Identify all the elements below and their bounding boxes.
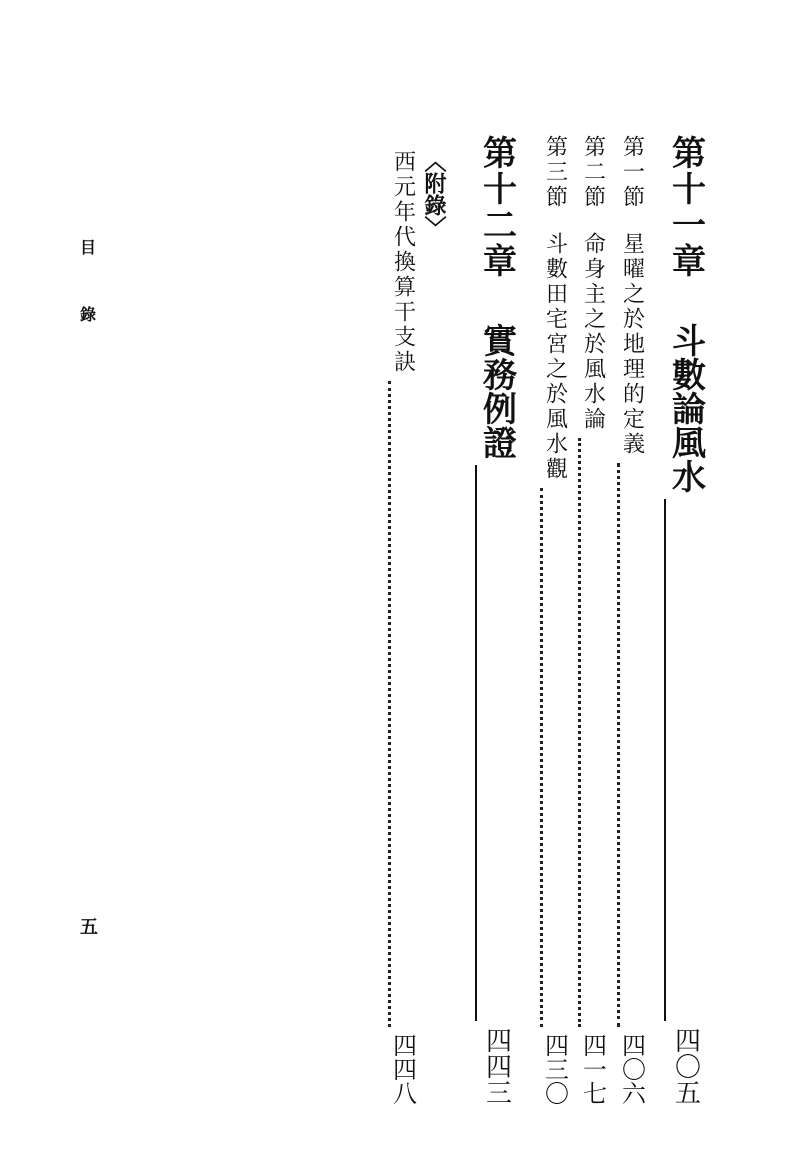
chapter-number: 第十一章: [665, 135, 706, 279]
toc-chapter-11[interactable]: [664, 135, 708, 1105]
page-number: 四一七: [578, 1033, 607, 1105]
page-number: 四〇五: [670, 1027, 701, 1105]
toc-section-2[interactable]: [578, 135, 608, 1105]
section-number: 第一節: [619, 135, 645, 210]
leader-line: [664, 499, 708, 1021]
page-folio: 五: [80, 917, 98, 938]
section-number: 第三節: [542, 135, 568, 210]
leader-dots: [388, 381, 418, 1027]
leader-dots: [578, 438, 608, 1027]
appendix-heading: 〈附錄〉: [421, 150, 446, 238]
page-number: 四三〇: [540, 1033, 569, 1105]
chapter-title: 斗數論風水: [665, 323, 706, 493]
running-title-char-2: 錄: [79, 305, 96, 324]
toc-appendix-item[interactable]: [388, 150, 418, 1105]
toc-section-3[interactable]: [540, 135, 570, 1105]
toc-section-1[interactable]: [617, 135, 647, 1105]
page-number: 四四八: [388, 1033, 417, 1105]
page-number: 四〇六: [617, 1033, 646, 1105]
section-number: 第二節: [580, 135, 606, 210]
chapter-title: 實務例證: [476, 323, 517, 459]
leader-dots: [617, 463, 647, 1027]
appendix-title: 西元年代換算干支訣: [390, 150, 416, 375]
section-title: 斗數田宅宮之於風水觀: [542, 232, 568, 482]
leader-line: [475, 465, 519, 1021]
chapter-number: 第十二章: [476, 135, 517, 279]
section-title: 命身主之於風水論: [580, 232, 606, 432]
section-title: 星曜之於地理的定義: [619, 232, 645, 457]
running-title: [78, 235, 98, 325]
toc-chapter-12[interactable]: [475, 135, 519, 1105]
leader-dots: [540, 488, 570, 1027]
page-number: 四四三: [481, 1027, 512, 1105]
running-title-char-1: 目: [79, 238, 96, 257]
